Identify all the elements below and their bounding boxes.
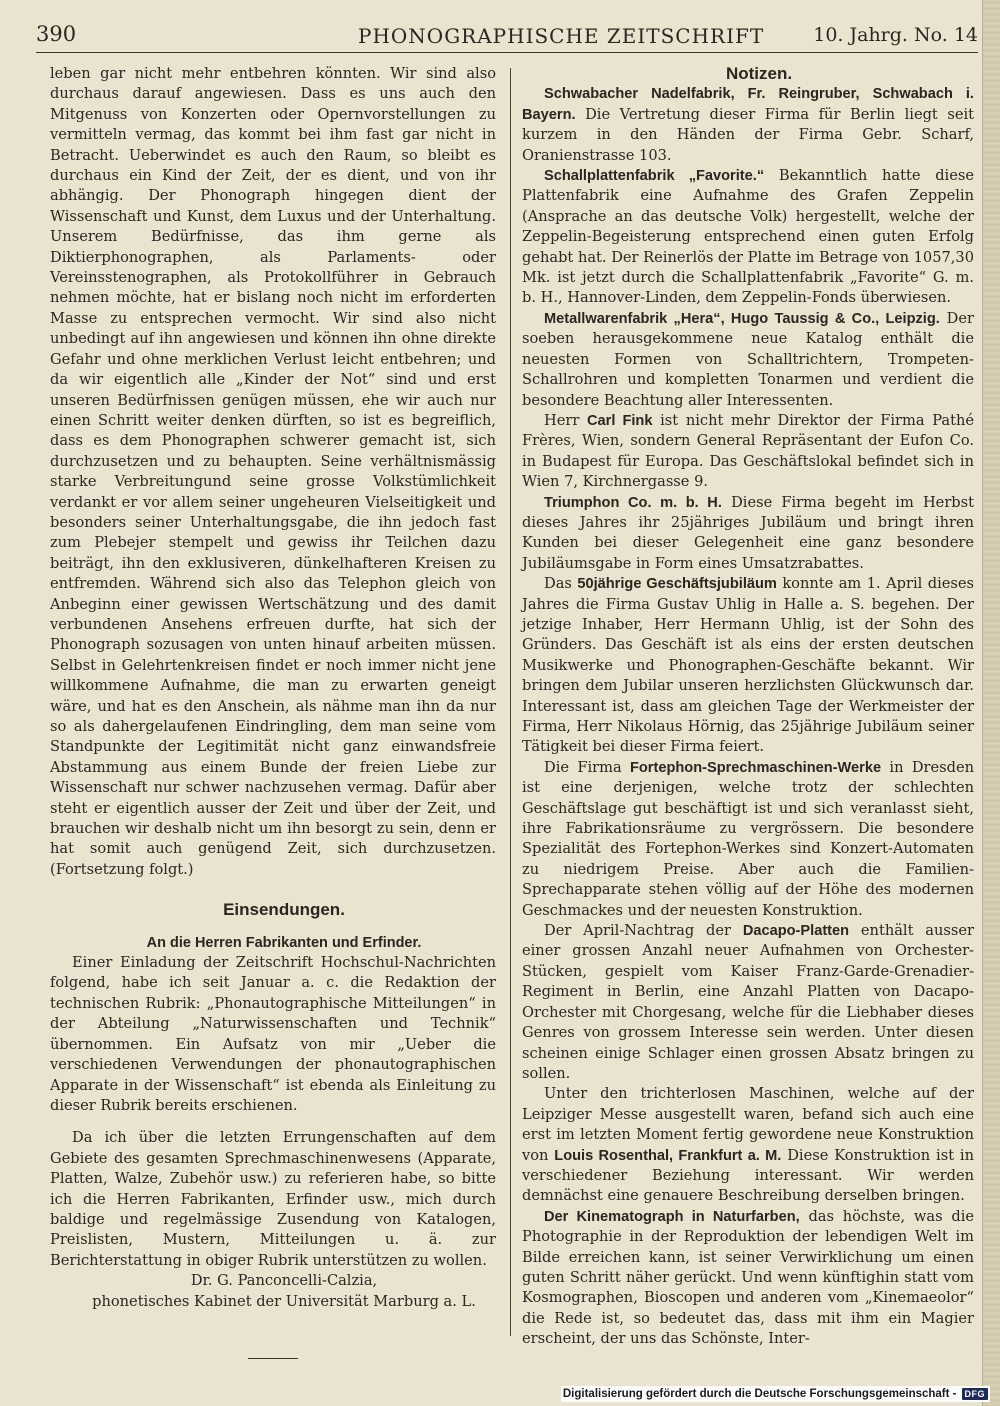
signature-name: Dr. G. Panconcelli-Calzia, xyxy=(190,1272,378,1290)
article-continuation: leben gar nicht mehr entbehren könnten. Wir sind also durchaus darauf angewiesen. Dass es uns auch den Mitgenuss von Konzerten oder Opernvorstellungen zu vermitteln vermag, das kommt bei ihm fast gar nicht in Betracht. Ueberwindet es auch den Raum, so bleibt es durchaus ein Kind der Zeit, der es dient, und von ihr abhängig. Der Phonograph hingegen dient der Wissenschaft und Kunst, dem Luxus und der Unterhaltung. Unserem Bedürfnisse, das ihm gerne als Diktierphonographen, als Parlaments- oder Vereinsstenographen, als Protokollführer in Gebrauch nehmen möchte, hat er bislang noch nicht im erforderten Masse zu entsprechen vermocht. Wir sind also nicht unbedingt auf ihn angewiesen und können ihn ohne direkte Gefahr und ohne merklichen Verlust leicht entbehren; und da wir eigentlich alle „Kinder der Not“ sind und erst unseren Bedürfnissen genügen müssen, ehe wir auch nur einen Schritt weiter denken dürften, so ist es begreiflich, dass es dem Phonographen schwerer gemacht ist, sich durchzusetzen und zu behaupten. Seine verhältnismässig starke Verbreitungund seine grosse Volkstümlichkeit verdankt er vor allem seiner ungeheuren Vielseitigkeit und besonders seiner Unterhaltungsgabe, die ihn jedoch fast zum Plebejer stempelt und gewiss ihr Teilchen dazu beiträgt, ihn den exklusiveren, dünkelhafteren Kreisen zu entfremden. Während sich also das Telephon gleich von Anbeginn einer gewissen Wertschätzung und des damit verbundenen Ansehens erfreuen durfte, hat sich der Phonograph sozusagen von unten hinauf arbeiten müssen. Selbst in Gelehrtenkreisen findet er noch immer nicht jene willkommene Aufnahme, die man zu erwarten geneigt wäre, und hat es den Anschein, als nähme man ihn da nur so als dahergelaufenen Eindringling, dem man seine vom Standpunkte der Legitimität nicht ganz einwandsfreie Abstammung aus einem Bunde der freien Liebe zur Wissenschaft nur schwer nachzusehen vermag. Dafür aber steht er eigentlich ausser der Zeit und über der Zeit, und brauchen wir deshalb nicht um ihn besorgt zu sein, denn er hat somit auch genügend Zeit, sich durchzusetzen. (Fortsetzung folgt.) xyxy=(50,65,496,878)
notice-favorite: Schallplattenfabrik „Favorite.“ Bekanntlich hatte diese Plattenfabrik eine Aufnahme des Grafen Zeppelin (Ansprache an das deutsche Volk) hergestellt, welche der Zeppelin-Begeisterung entsprechend einen guten Erfolg gehabt hat. Der Reinerlös der Platte im Betrage von 1057,30 Mk. ist jetzt durch die Schallplattenfabrik „Favorite“ G. m. b. H., Hannover-Linden, dem Zeppelin-Fonds überwiesen. xyxy=(522,167,974,307)
notice-kinematograph: Der Kinematograph in Naturfarben, das höchste, was die Photographie in der Reproduktion der lebendigen Welt im Bilde erreichen kann, ist seiner Verwirklichung um einen guten Schritt näher gerückt. Und wenn künftighin statt vom Kosmographen, Bioscopen und anderen vom „Kinemaeolor“ die Rede ist, so bedeutet das, dass mit ihm ein Magier erscheint, der uns das Schönste, Inter- xyxy=(522,1207,975,1348)
notice-company: Triumphon Co. m. b. H. xyxy=(544,494,722,511)
notice-company: Dacapo-Platten xyxy=(742,923,850,940)
page-edge-strip xyxy=(982,0,1000,1406)
notice-company: Metallwarenfabrik „Hera“, Hugo Taussig & Co., Leipzig. xyxy=(544,310,940,327)
notice-keyword: Der Kinematograph in Naturfarben, xyxy=(544,1208,800,1225)
notice-carl-fink: Herr Carl Fink ist nicht mehr Direktor der Firma Pathé Frères, Wien, sondern General Repräsentant der Eufon Co. in Budapest für Europa. Das Geschäftslokal befindet sich in Wien 7, Kirchnergasse 9. xyxy=(522,411,974,491)
letter-paragraph-2: Da ich über die letzten Errungenschaften auf dem Gebiete des gesamten Sprechmaschinenwesens (Apparate, Platten, Walze, Zubehör usw.) zu referieren habe, so bitte ich die Herren Fabrikanten, Erfinder usw., mich durch baldige und regelmässige Zusendung von Katalogen, Preislisten, Mustern, Mitteilungen u. ä. zur Berichterstattung in obiger Rubrik unterstützen zu wollen. xyxy=(50,1129,496,1269)
page-number: 390 xyxy=(36,22,77,46)
left-column xyxy=(50,64,496,1359)
right-column xyxy=(522,64,974,1350)
column-divider xyxy=(510,68,511,1336)
notice-fortephon: Die Firma Fortephon-Sprechmaschinen-Werke in Dresden ist eine derjenigen, welche trotz der schlechten Geschäftslage gut beschäftigt ist und sich veranlasst sieht, ihre Fabrikationsräume zu vergrössern. Die besondere Spezialität des Fortephon-Werkes sind Konzert-Automaten zu niedrigem Preise. Aber auch die Familien-Sprechapparate stehen völlig auf der Höhe des modernen Geschmackes und der neuesten Konstruktion. xyxy=(522,758,974,919)
notice-company: Fortephon-Sprechmaschinen-Werke xyxy=(629,759,882,776)
notice-triumphon: Triumphon Co. m. b. H. Diese Firma begeht im Herbst dieses Jahres ihr 25jähriges Jubiläum und bringt ihren Kunden bei dieser Gelegenheit eine ganz besondere Jubiläumsgabe in Form eines Umsatzrabattes. xyxy=(522,493,974,572)
funding-note: Digitalisierung gefördert durch die Deutsche Forschungsgemeinschaft - xyxy=(562,1388,957,1400)
notice-company: Schallplattenfabrik „Favorite.“ xyxy=(544,168,765,185)
notice-keyword: 50jährige Geschäftsjubiläum xyxy=(577,576,777,593)
section-heading-einsendungen: Einsendungen. xyxy=(223,900,345,920)
notice-person: Carl Fink xyxy=(586,412,653,429)
notice-dacapo: Der April-Nachtrag der Dacapo-Platten enthält ausser einer grossen Anzahl neuer Aufnahmen von Orchester-Stücken, gespielt vom Kaiser Franz-Garde-Grenadier-Regiment in Berlin, eine Anzahl Platten von Dacapo-Orchester mit Chorgesang, welche für die Liebhaber dieses Genres von grossem Interesse sein werden. Unter diesen scheinen einige Schlager einen grossen Absatz bringen zu sollen. xyxy=(522,922,974,1082)
letter-heading: An die Herren Fabrikanten und Erfinder. xyxy=(146,934,422,951)
dfg-logo: DFG xyxy=(962,1388,989,1400)
letter-paragraph-1: Einer Einladung der Zeitschrift Hochschul-Nachrichten folgend, habe ich seit Januar a. c. die Redaktion der technischen Rubrik: „Phonautographische Mitteilungen“ in der Abteilung „Naturwissenschaften und Technik“ übernommen. Ein Aufsatz von mir „Ueber die verschiedenen Verwendungen der phonautographischen Apparate in der Wissenschaft“ ist ebenda als Einleitung zu dieser Rubrik bereits erschienen. xyxy=(50,954,496,1114)
signature-affiliation: phonetisches Kabinet der Universität Marburg a. L. xyxy=(92,1292,476,1310)
issue-label: 10. Jahrg. No. 14 xyxy=(813,24,978,46)
notice-company: Schwabacher Nadelfabrik, Fr. Reingruber, Schwabach i. Bayern. xyxy=(522,86,974,123)
section-heading-notizen: Notizen. xyxy=(725,64,793,83)
notice-uhlig-jubilee: Das 50jährige Geschäftsjubiläum konnte am 1. April dieses Jahres die Firma Gustav Uhlig in Halle a. S. begehen. Der jetzige Inhaber, Herr Hermann Uhlig, ist der Sohn des Gründers. Das Geschäft ist als eins der ersten deutschen Musikwerke und Phonographen-Geschäfte bekannt. Wir bringen dem Jubilar unseren herzlichsten Glückwunsch dar. Interessant ist, dass am gleichen Tage der Werkmeister der Firma, Herr Nikolaus Hörnig, das 25jährige Jubiläum seiner Tätigkeit bei dieser Firma feiert. xyxy=(522,575,975,756)
end-rule xyxy=(248,1358,298,1360)
notice-company: Louis Rosenthal, Frankfurt a. M. xyxy=(554,1147,782,1164)
notice-rosenthal: Unter den trichterlosen Maschinen, welche auf der Leipziger Messe ausgestellt waren, befand sich auch eine erst im letzten Moment fertig gewordene neue Konstruktion von Louis Rosenthal, Frankfurt a. M. Diese Konstruktion ist in verschiedener Beziehung interessant. Wir werden demnächst eine genauere Beschreibung derselben bringen. xyxy=(522,1085,975,1205)
running-header xyxy=(36,22,978,53)
notice-schwabacher: Schwabacher Nadelfabrik, Fr. Reingruber, Schwabach i. Bayern. Die Vertretung dieser Firma für Berlin liegt seit kurzem in den Händen der Firma Gebr. Scharf, Oranienstrasse 103. xyxy=(522,86,974,164)
journal-title: PHONOGRAPHISCHE ZEITSCHRIFT xyxy=(358,24,765,48)
digitization-footer xyxy=(561,1386,990,1402)
notice-hera: Metallwarenfabrik „Hera“, Hugo Taussig & Co., Leipzig. Der soeben herausgekommene neue Katalog enthält die neuesten Formen von Schalltrichtern, Trompeten-Schallrohren und kompletten Tonarmen und verdient die besondere Beachtung aller Interessenten. xyxy=(522,309,974,409)
